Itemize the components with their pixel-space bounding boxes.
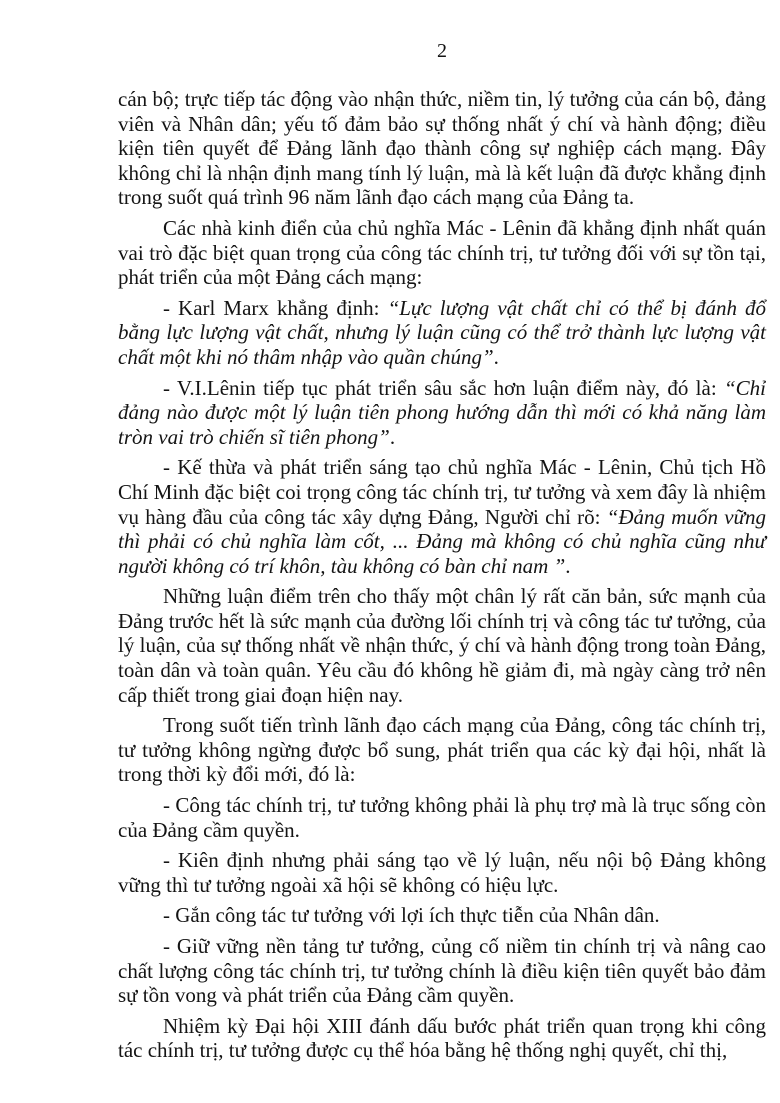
body-text-segment: Những luận điểm trên cho thấy một chân lý rất căn bản, sức mạnh của Đảng trước hết là sức mạnh của đường lối chính trị và công tác tư tưởng, của lý luận, của sự thống nhất về nhận thức, ý chí và hành động trong toàn Đảng, toàn dân và toàn quân. Yêu cầu đó không hề giảm đi, mà ngày càng trở nên cấp thiết trong giai đoạn hiện nay.	[118, 584, 766, 707]
page-number: 2	[437, 40, 447, 62]
quoted-text: “Chỉ đảng nào được một lý luận tiên phong hướng dẫn thì mới có khả năng làm tròn vai trò chiến sĩ tiên phong”	[118, 375, 766, 449]
document-body	[118, 87, 766, 1063]
quoted-text: “Đảng muốn vững thì phải có chủ nghĩa làm cốt, ... Đảng mà không có chủ nghĩa cũng như người không có trí khôn, tàu không có bàn chỉ nam ”	[118, 504, 766, 578]
paragraph-11	[118, 934, 766, 1008]
body-text-segment: .	[493, 344, 499, 369]
body-text-segment: .	[389, 424, 396, 449]
body-text-segment: - V.I.Lênin tiếp tục phát triển sâu sắc hơn luận điểm này, đó là:	[163, 375, 724, 400]
paragraph-1	[118, 87, 766, 210]
body-text-segment: - Kế thừa và phát triển sáng tạo chủ nghĩa Mác - Lênin, Chủ tịch Hồ Chí Minh đặc biệt coi trọng công tác chính trị, tư tưởng và xem đây là nhiệm vụ hàng đầu của công tác xây dựng Đảng, Người chỉ rõ:	[118, 455, 766, 529]
body-text-segment: .	[565, 553, 571, 578]
paragraph-7	[118, 713, 766, 787]
paragraph-8	[118, 793, 766, 842]
paragraph-2	[118, 216, 766, 290]
paragraph-4	[118, 376, 766, 450]
body-text-segment: Nhiệm kỳ Đại hội XIII đánh dấu bước phát triển quan trọng khi công tác chính trị, tư tưởng được cụ thể hóa bằng hệ thống nghị quyết, chỉ thị,	[118, 1013, 766, 1063]
paragraph-6	[118, 584, 766, 707]
body-text-segment: Các nhà kinh điển của chủ nghĩa Mác - Lênin đã khẳng định nhất quán vai trò đặc biệt quan trọng của công tác chính trị, tư tưởng đối với sự tồn tại, phát triển của một Đảng cách mạng:	[118, 215, 766, 290]
body-text-segment: - Giữ vững nền tảng tư tưởng, củng cố niềm tin chính trị và nâng cao chất lượng công tác chính trị, tư tưởng chính là điều kiện tiên quyết bảo đảm sự tồn vong và phát triển của Đảng cầm quyền.	[118, 934, 766, 1008]
quoted-text: “Lực lượng vật chất chỉ có thể bị đánh đổ bằng lực lượng vật chất, nhưng lý luận cũng có thể trở thành lực lượng vật chất một khi nó thâm nhập vào quần chúng”	[118, 295, 766, 369]
paragraph-10	[118, 903, 766, 928]
body-text-segment: - Gắn công tác tư tưởng với lợi ích thực tiễn của Nhân dân.	[163, 903, 660, 928]
paragraph-12	[118, 1014, 766, 1063]
body-text-segment: cán bộ; trực tiếp tác động vào nhận thức, niềm tin, lý tưởng của cán bộ, đảng viên và Nhân dân; yếu tố đảm bảo sự thống nhất ý chí và hành động; điều kiện tiên quyết để Đảng lãnh đạo thành công sự nghiệp cách mạng. Đây không chỉ là nhận định mang tính lý luận, mà là kết luận đã được khẳng định trong suốt quá trình 96 năm lãnh đạo cách mạng của Đảng ta.	[118, 87, 766, 210]
body-text-segment: - Kiên định nhưng phải sáng tạo về lý luận, nếu nội bộ Đảng không vững thì tư tưởng ngoài xã hội sẽ không có hiệu lực.	[118, 848, 766, 897]
paragraph-9	[118, 848, 766, 897]
body-text-segment: - Karl Marx khẳng định:	[163, 295, 388, 320]
body-text-segment: - Công tác chính trị, tư tưởng không phải là phụ trợ mà là trục sống còn của Đảng cầm quyền.	[118, 793, 766, 842]
paragraph-3	[118, 296, 766, 370]
paragraph-5	[118, 455, 766, 578]
body-text-segment: Trong suốt tiến trình lãnh đạo cách mạng của Đảng, công tác chính trị, tư tưởng không ngừng được bổ sung, phát triển qua các kỳ đại hội, nhất là trong thời kỳ đổi mới, đó là:	[118, 713, 766, 787]
